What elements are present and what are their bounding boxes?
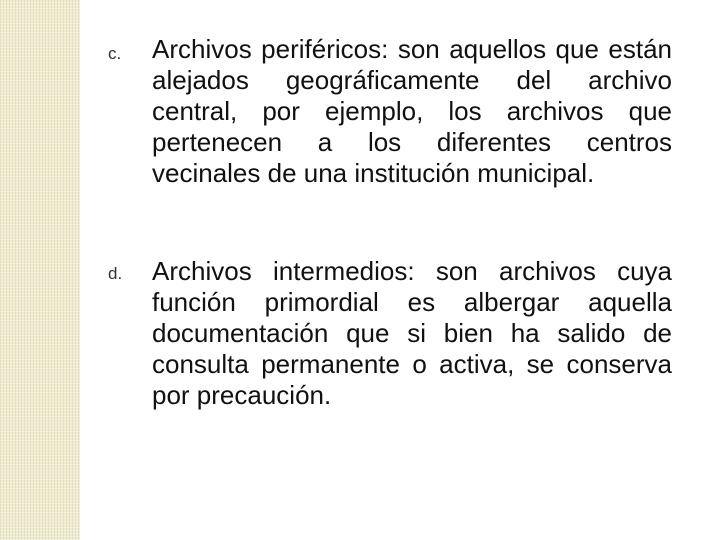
decorative-side-panel [0,0,80,540]
term-definition: son aquellos que están alejados geográficamente del archivo central, por ejemplo, los archivos que pertenecen a los diferentes centros vecinales de una institución municipal. [152,34,673,188]
list-marker: d. [108,264,123,283]
list-item-text [152,34,672,189]
list-item-text [152,256,672,411]
term-label: Archivos intermedios: [152,256,415,286]
term-definition: son archivos cuya función primordial es albergar aquella documentación que si bien ha salido de consulta permanente o activa, se conserva por precaución. [152,256,672,410]
term-label: Archivos periféricos: [152,34,389,64]
list-marker: c. [108,44,122,63]
